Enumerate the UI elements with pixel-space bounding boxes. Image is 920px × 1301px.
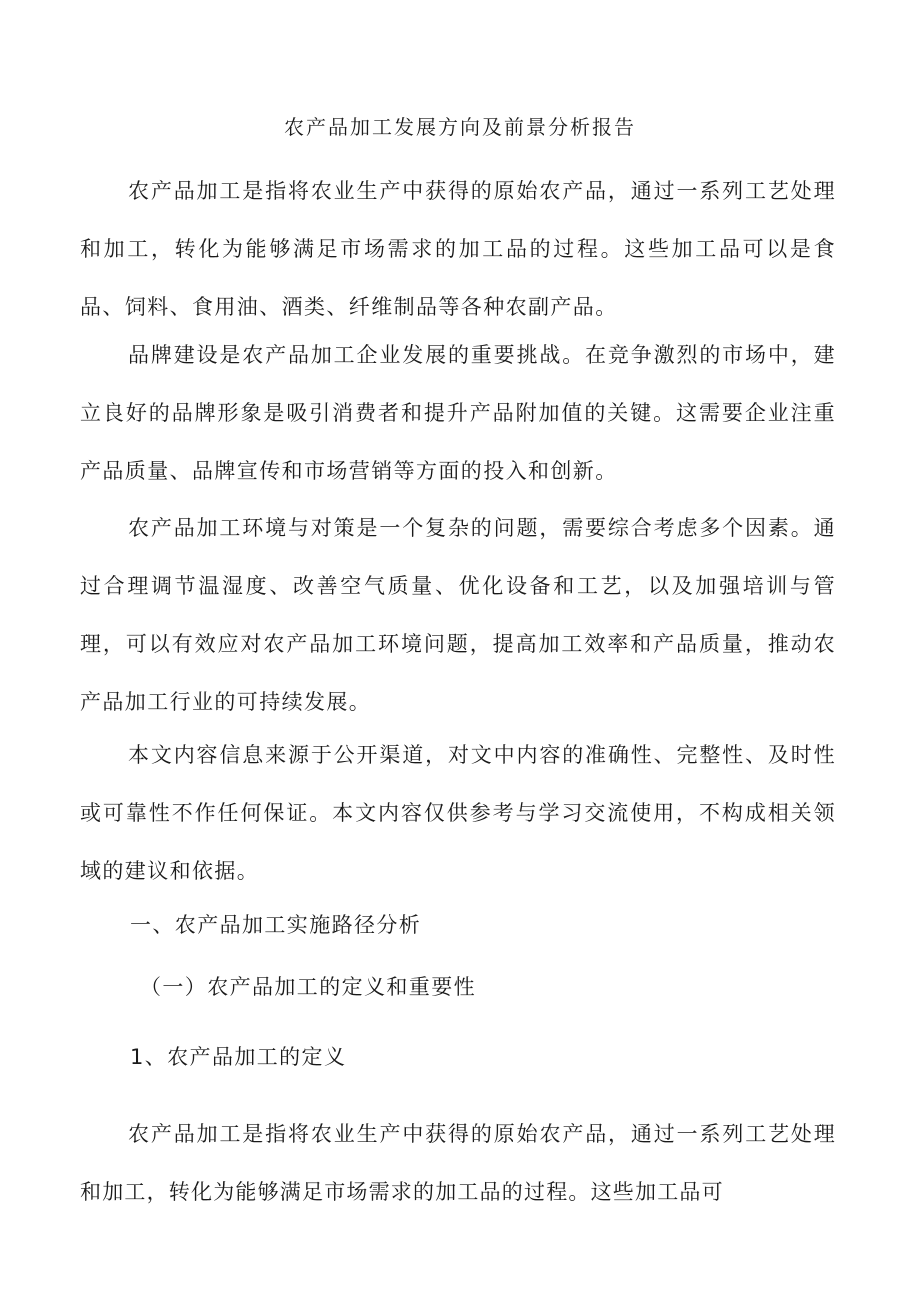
item-heading: 1、农产品加工的定义 — [130, 1045, 347, 1069]
definition-paragraph: 农产品加工是指将农业生产中获得的原始农产品，通过一系列工艺处理和加工，转化为能够满足市场需求的加工品的过程。这些加工品可 — [80, 1122, 836, 1204]
document-title: 农产品加工发展方向及前景分析报告 — [284, 115, 636, 139]
environment-paragraph: 农产品加工环境与对策是一个复杂的问题，需要综合考虑多个因素。通过合理调节温湿度、改善空气质量、优化设备和工艺，以及加强培训与管理，可以有效应对农产品加工环境问题，提高加工效率和产品质量，推动农产品加工行业的可持续发展。 — [80, 516, 836, 714]
intro-paragraph: 农产品加工是指将农业生产中获得的原始农产品，通过一系列工艺处理和加工，转化为能够满足市场需求的加工品的过程。这些加工品可以是食品、饲料、食用油、酒类、纤维制品等各种农副产品。 — [80, 179, 836, 319]
section-heading: 一、农产品加工实施路径分析 — [130, 913, 422, 937]
disclaimer-paragraph: 本文内容信息来源于公开渠道，对文中内容的准确性、完整性、及时性或可靠性不作任何保证。本文内容仅供参考与学习交流使用，不构成相关领域的建议和依据。 — [80, 743, 836, 883]
brand-paragraph: 品牌建设是农产品加工企业发展的重要挑战。在竞争激烈的市场中，建立良好的品牌形象是吸引消费者和提升产品附加值的关键。这需要企业注重产品质量、品牌宣传和市场营销等方面的投入和创新。 — [80, 343, 836, 483]
subsection-heading: （一）农产品加工的定义和重要性 — [140, 975, 476, 999]
